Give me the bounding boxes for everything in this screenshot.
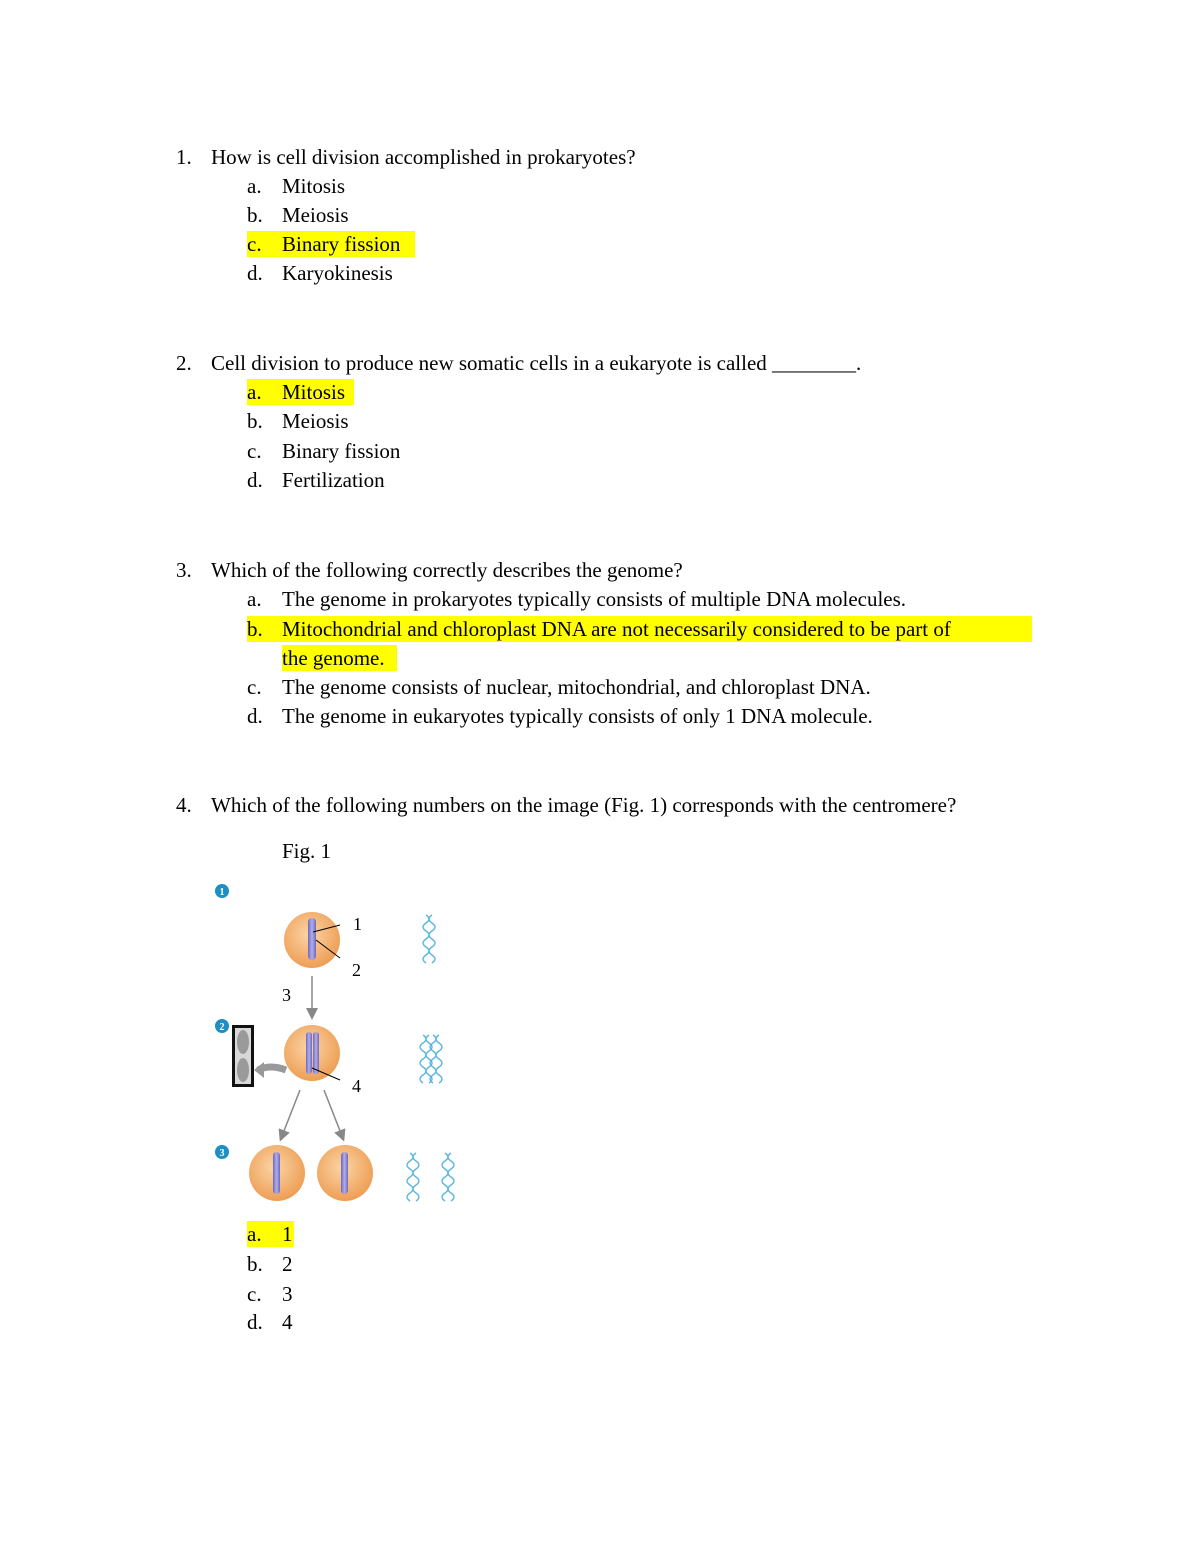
label-2: 2	[352, 960, 361, 980]
q2-option-b-letter: b.	[247, 409, 263, 433]
q3-option-b-letter: b.	[247, 617, 263, 641]
question-4-text: Which of the following numbers on the image (Fig. 1) corresponds with the centromere?	[211, 793, 957, 817]
q4-option-d-letter: d.	[247, 1310, 263, 1334]
sister-chromatid-right	[313, 1032, 319, 1074]
q4-option-b-text: 2	[282, 1252, 293, 1276]
question-4-number: 4.	[176, 793, 192, 817]
step-2-label: 2	[219, 1022, 225, 1033]
q4-option-c-letter: c.	[247, 1282, 262, 1306]
q1-option-b-letter: b.	[247, 203, 263, 227]
chromosome-micrograph	[232, 1025, 254, 1087]
q2-option-d-letter: d.	[247, 468, 263, 492]
q3-option-d-letter: d.	[247, 704, 263, 728]
sister-chromatid-left	[306, 1032, 312, 1074]
dna-helix-single	[423, 915, 435, 963]
q4-option-a-highlight	[247, 1221, 294, 1247]
chromosome-single	[308, 918, 316, 960]
step-1-badge	[215, 884, 229, 898]
q2-option-b-text: Meiosis	[282, 409, 349, 433]
question-3-number: 3.	[176, 558, 192, 582]
q4-option-c-text: 3	[282, 1282, 293, 1306]
label-4: 4	[352, 1076, 361, 1096]
dna-helix-daughter-left	[407, 1153, 419, 1201]
figure-caption: Fig. 1	[282, 839, 332, 863]
q3-option-c-text: The genome consists of nuclear, mitochondrial, and chloroplast DNA.	[282, 675, 871, 699]
daughter-cell-right	[317, 1145, 373, 1201]
q2-option-a-text: Mitosis	[282, 380, 346, 404]
cell-after-replication	[284, 1025, 340, 1081]
figure-1-cell-division-diagram	[200, 870, 480, 1220]
q1-option-c-text: Binary fission	[282, 232, 401, 256]
arrow-daughter-left	[282, 1090, 300, 1136]
q1-option-a-text: Mitosis	[282, 174, 346, 198]
q1-option-d-text: Karyokinesis	[282, 261, 393, 285]
question-2-text: Cell division to produce new somatic cells in a eukaryote is called ________.	[211, 351, 862, 375]
step-1-label: 1	[219, 887, 225, 898]
q2-option-a-highlight	[247, 379, 354, 405]
q2-option-c-letter: c.	[247, 439, 262, 463]
q3-option-b-text-continued: the genome.	[282, 646, 385, 670]
q3-option-a-text: The genome in prokaryotes typically consists of multiple DNA molecules.	[282, 587, 907, 611]
daughter-cell-left	[249, 1145, 305, 1201]
q4-option-d-text: 4	[282, 1310, 293, 1334]
q3-option-c-letter: c.	[247, 675, 262, 699]
question-1-text: How is cell division accomplished in prokaryotes?	[211, 145, 636, 169]
q3-option-b-highlight-line1	[247, 616, 1032, 642]
q4-option-b-letter: b.	[247, 1252, 263, 1276]
dna-helix-double	[420, 1035, 442, 1083]
question-1-number: 1.	[176, 145, 192, 169]
step-3-label: 3	[219, 1148, 225, 1159]
arrow-daughter-right	[324, 1090, 342, 1136]
q2-option-d-text: Fertilization	[282, 468, 385, 492]
step-3-badge	[215, 1145, 229, 1159]
q3-option-a-letter: a.	[247, 587, 262, 611]
q3-option-b-text: Mitochondrial and chloroplast DNA are not necessarily considered to be part of	[282, 617, 951, 641]
q4-option-a-letter: a.	[247, 1222, 262, 1246]
q2-option-a-letter: a.	[247, 380, 262, 404]
q1-option-b-text: Meiosis	[282, 203, 349, 227]
cell-before-replication	[284, 912, 340, 968]
question-2-number: 2.	[176, 351, 192, 375]
q3-option-b-highlight-line2	[282, 645, 397, 671]
q2-option-c-text: Binary fission	[282, 439, 401, 463]
step-2-badge	[215, 1019, 229, 1033]
question-3-text: Which of the following correctly describes the genome?	[211, 558, 683, 582]
q1-option-c-letter: c.	[247, 232, 262, 256]
label-1: 1	[353, 914, 362, 934]
label-3: 3	[282, 985, 291, 1005]
dna-helix-daughter-right	[442, 1153, 454, 1201]
q1-option-c-highlight	[247, 231, 415, 257]
q1-option-d-letter: d.	[247, 261, 263, 285]
q1-option-a-letter: a.	[247, 174, 262, 198]
q4-option-a-text: 1	[282, 1222, 293, 1246]
q3-option-d-text: The genome in eukaryotes typically consists of only 1 DNA molecule.	[282, 704, 873, 728]
